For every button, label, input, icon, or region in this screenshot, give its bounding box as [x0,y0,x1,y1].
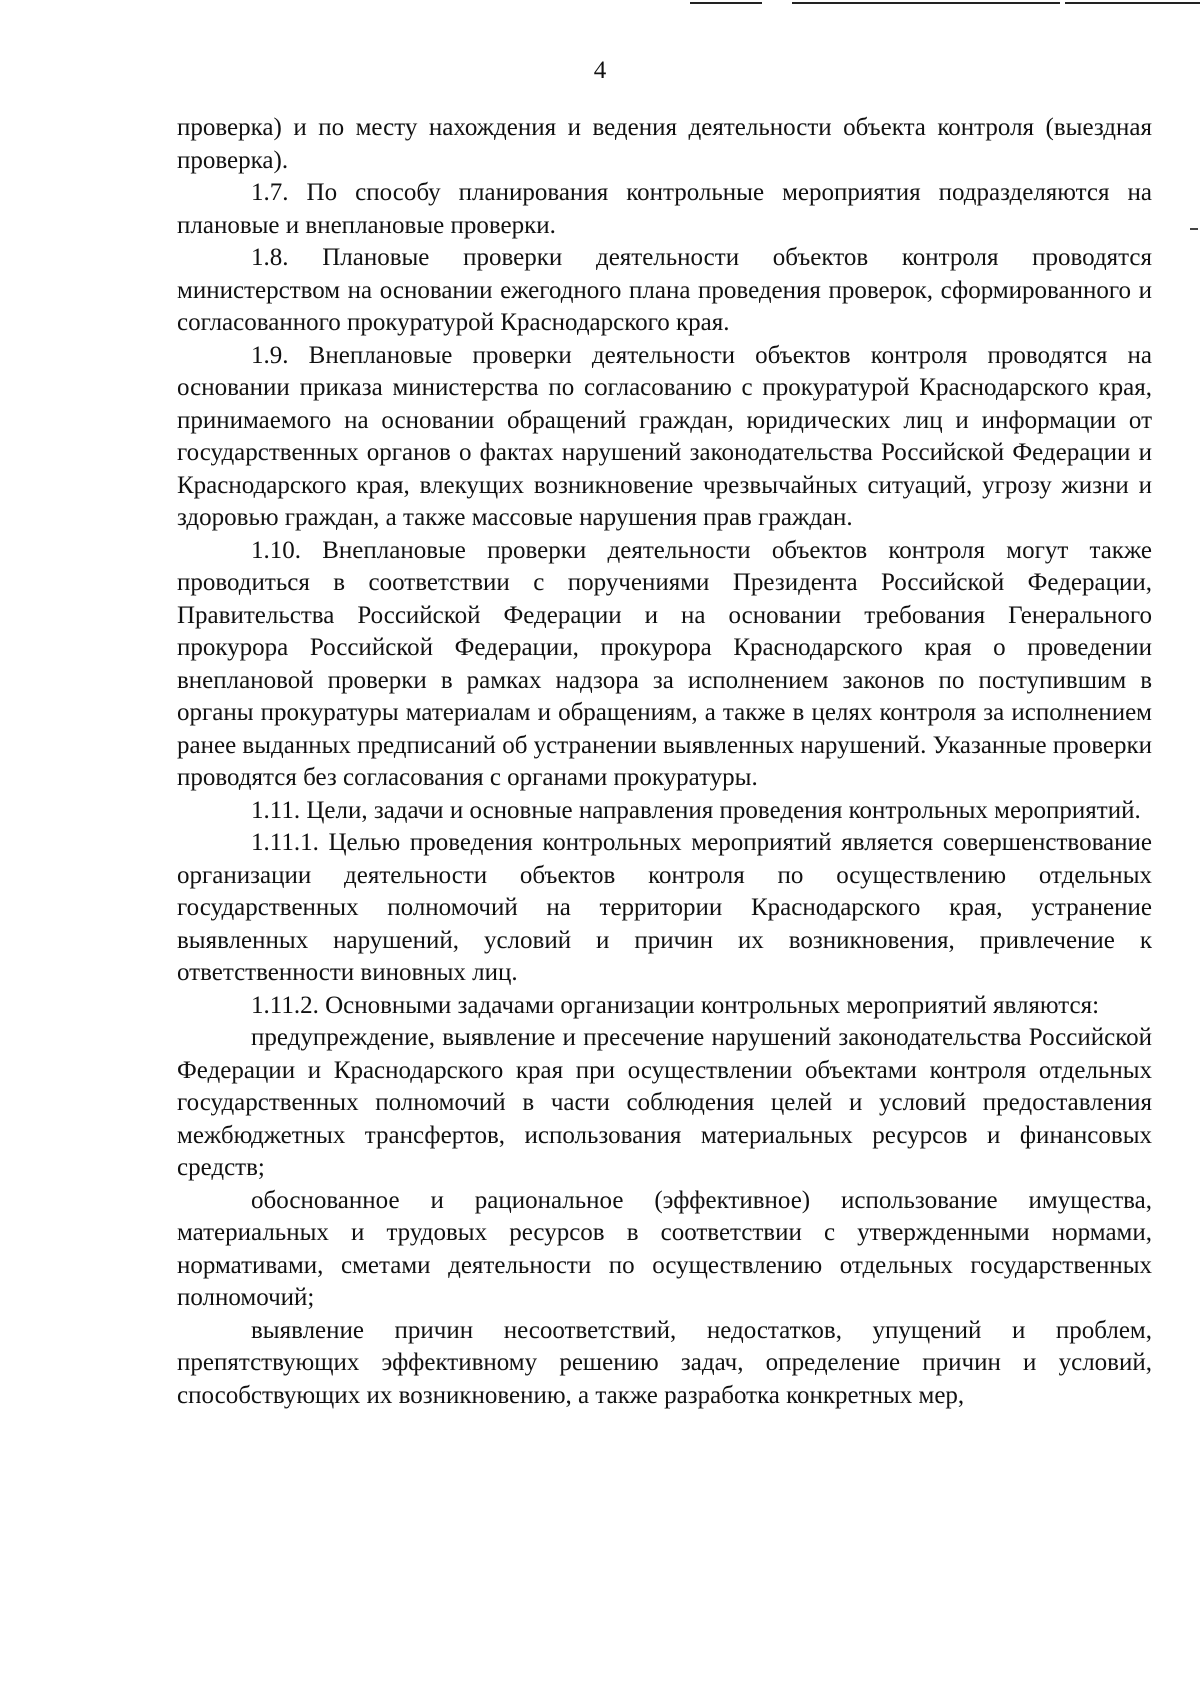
paragraph-1-11-1: 1.11.1. Целью проведения контрольных мероприятий является совершенствование организации деятельности объектов контроля по осуществлению отдельных государственных полномочий на территории Краснодарского края, устранение выявленных нарушений, условий и причин их возникновения, привлечение к ответственности виновных лиц. [177,829,1152,986]
page-number: 4 [593,57,607,84]
scan-artifact-rule-1 [690,2,762,4]
document-body [177,112,1152,1412]
list-item-prevention: предупреждение, выявление и пресечение нарушений законодательства Российской Федерации и Краснодарского края при осуществлении объектами контроля отдельных государственных полномочий в части соблюдения целей и условий предоставления межбюджетных трансфертов, использования материальных ресурсов и финансовых средств; [177,1024,1152,1181]
paragraph-1-11: 1.11. Цели, задачи и основные направления проведения контрольных мероприятий. [251,796,1141,824]
list-item-rational-use: обоснованное и рациональное (эффективное) использование имущества, материальных и трудовых ресурсов в соответствии с утвержденными нормами, нормативами, сметами деятельности по осуществлению отдельных государственных полномочий; [177,1186,1152,1311]
list-item-identification: выявление причин несоответствий, недостатков, упущений и проблем, препятствующих эффективному решению задач, определение причин и условий, способствующих их возникновению, а также разработка конкретных мер, [177,1316,1152,1409]
paragraph-continuation: проверка) и по месту нахождения и ведения деятельности объекта контроля (выездная проверка). [177,114,1152,174]
scan-artifact-rule-3 [1065,2,1200,4]
scan-artifact-mark [1190,228,1198,230]
paragraph-1-7: 1.7. По способу планирования контрольные мероприятия подразделяются на плановые и внеплановые проверки. [177,179,1152,239]
paragraph-1-10: 1.10. Внеплановые проверки деятельности объектов контроля могут также проводиться в соответствии с поручениями Президента Российской Федерации, Правительства Российской Федерации и на основании требования Генерального прокурора Российской Федерации, прокурора Краснодарского края о проведении внеплановой проверки в рамках надзора за исполнением законов по поступившим в органы прокуратуры материалам и обращениям, а также в целях контроля за исполнением ранее выданных предписаний об устранении выявленных нарушений. Указанные проверки проводятся без согласования с органами прокуратуры. [177,536,1152,791]
paragraph-1-8: 1.8. Плановые проверки деятельности объектов контроля проводятся министерством на основании ежегодного плана проведения проверок, сформированного и согласованного прокуратурой Краснодарского края. [177,244,1152,336]
paragraph-1-9: 1.9. Внеплановые проверки деятельности объектов контроля проводятся на основании приказа министерства по согласованию с прокуратурой Краснодарского края, принимаемого на основании обращений граждан, юридических лиц и информации от государственных органов о фактах нарушений законодательства Российской Федерации и Краснодарского края, влекущих возникновение чрезвычайных ситуаций, угрозу жизни и здоровью граждан, а также массовые нарушения прав граждан. [177,341,1152,531]
scan-artifact-rule-2 [792,2,1060,4]
paragraph-1-11-2: 1.11.2. Основными задачами организации контрольных мероприятий являются: [251,991,1100,1019]
